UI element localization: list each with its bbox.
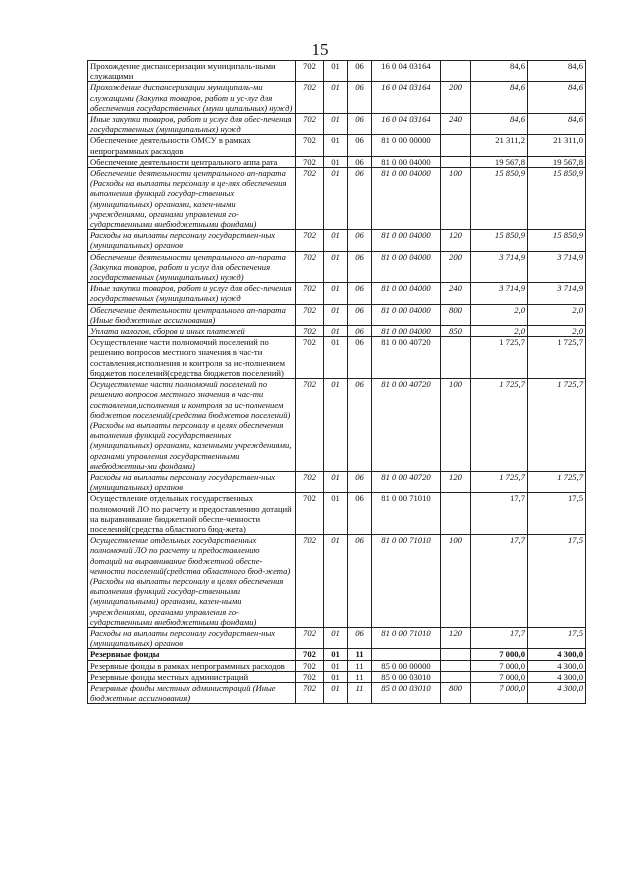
expense-type-code	[441, 660, 471, 671]
target-article-code: 81 0 00 04000	[372, 326, 441, 337]
expense-type-code: 800	[441, 304, 471, 325]
subsection-code: 06	[348, 535, 372, 628]
row-name: Обеспечение деятельности ОМСУ в рамках непрограммных расходов	[88, 135, 296, 156]
ministry-code: 702	[296, 493, 324, 535]
amount-plan: 3 714,9	[471, 283, 528, 304]
page-number: 15	[311, 40, 329, 59]
expense-type-code: 200	[441, 82, 471, 114]
amount-actual: 17,5	[528, 493, 586, 535]
target-article-code: 81 0 00 04000	[372, 168, 441, 230]
row-name: Обеспечение деятельности центрального ап-парата (Закупка товаров, работ и услуг для обеспечения государственных (муниципальных) нужд)	[88, 251, 296, 283]
expense-type-code: 850	[441, 326, 471, 337]
amount-actual: 19 567,8	[528, 156, 586, 167]
amount-plan: 2,0	[471, 326, 528, 337]
row-name: Обеспечение деятельности центрального ап-парата (Иные бюджетные ассигнования)	[88, 304, 296, 325]
target-article-code: 81 0 00 04000	[372, 230, 441, 251]
subsection-code: 06	[348, 283, 372, 304]
amount-plan: 17,7	[471, 627, 528, 648]
table-row	[88, 337, 586, 379]
section-code: 01	[324, 114, 348, 135]
section-code: 01	[324, 660, 348, 671]
target-article-code: 85 0 00 03010	[372, 671, 441, 682]
amount-plan: 84,6	[471, 61, 528, 82]
amount-actual: 84,6	[528, 82, 586, 114]
ministry-code: 702	[296, 471, 324, 492]
ministry-code: 702	[296, 135, 324, 156]
subsection-code: 06	[348, 627, 372, 648]
section-code: 01	[324, 61, 348, 82]
budget-table	[87, 60, 586, 704]
subsection-code: 06	[348, 471, 372, 492]
ministry-code: 702	[296, 649, 324, 660]
table-row	[88, 471, 586, 492]
section-code: 01	[324, 82, 348, 114]
subsection-code: 06	[348, 326, 372, 337]
expense-type-code: 200	[441, 251, 471, 283]
target-article-code: 85 0 00 03010	[372, 682, 441, 703]
row-name: Прохождение диспансеризации муниципаль-ми служащими (Закупка товаров, работ и ус-луг для обеспечения государственных (муни ципальных) нужд)	[88, 82, 296, 114]
ministry-code: 702	[296, 535, 324, 628]
expense-type-code	[441, 156, 471, 167]
amount-plan: 21 311,2	[471, 135, 528, 156]
amount-actual: 84,6	[528, 114, 586, 135]
subsection-code: 06	[348, 251, 372, 283]
row-name: Осуществление части полномочий поселений по решению вопросов местного значения в час-ти составления,исполнения и контроля за ис-полнением бюджетов поселений(средства бюджетов поселений) (Расходы на выплаты персоналу в целях обеспечения выполнения функций государственных (муниципальных) органами, казенными учреждениями, органами управления государственными внебюджетны-ми фондами)	[88, 379, 296, 472]
target-article-code: 81 0 00 04000	[372, 283, 441, 304]
section-code: 01	[324, 135, 348, 156]
row-name: Прохождение диспансеризации муниципаль-ными служащими	[88, 61, 296, 82]
row-name: Осуществление отдельных государственных полномочий ЛО по расчету и предоставлению дотаций на выравнивание бюджетной обеспе-ченности поселений(средства областного бюд-жета) (Расходы на выплаты персоналу в целях обеспечения выполнения функций государ-ственными (муниципальными) органами, казен-ными учреждениями, органами управления го-сударственными внебюджетными фондами)	[88, 535, 296, 628]
table-row	[88, 649, 586, 660]
ministry-code: 702	[296, 671, 324, 682]
table-row	[88, 379, 586, 472]
row-name: Расходы на выплаты персоналу государствен-ных (муниципальных) органов	[88, 471, 296, 492]
subsection-code: 11	[348, 660, 372, 671]
table-row	[88, 304, 586, 325]
subsection-code: 11	[348, 649, 372, 660]
target-article-code: 16 0 04 03164	[372, 61, 441, 82]
section-code: 01	[324, 379, 348, 472]
section-code: 01	[324, 649, 348, 660]
budget-table-body	[88, 61, 586, 704]
expense-type-code: 240	[441, 283, 471, 304]
amount-plan: 7 000,0	[471, 649, 528, 660]
expense-type-code: 800	[441, 682, 471, 703]
ministry-code: 702	[296, 114, 324, 135]
subsection-code: 06	[348, 168, 372, 230]
amount-plan: 7 000,0	[471, 671, 528, 682]
section-code: 01	[324, 156, 348, 167]
row-name: Резервные фонды местных администраций (Иные бюджетные ассигнования)	[88, 682, 296, 703]
target-article-code: 81 0 00 04000	[372, 304, 441, 325]
expense-type-code: 100	[441, 379, 471, 472]
section-code: 01	[324, 251, 348, 283]
target-article-code: 81 0 00 71010	[372, 535, 441, 628]
expense-type-code: 120	[441, 627, 471, 648]
row-name: Обеспечение деятельности центрального аппа рата	[88, 156, 296, 167]
table-row	[88, 326, 586, 337]
target-article-code: 81 0 00 00000	[372, 135, 441, 156]
amount-actual: 4 300,0	[528, 660, 586, 671]
table-row	[88, 682, 586, 703]
ministry-code: 702	[296, 379, 324, 472]
table-row	[88, 493, 586, 535]
row-name: Уплата налогов, сборов и иных платежей	[88, 326, 296, 337]
ministry-code: 702	[296, 283, 324, 304]
target-article-code	[372, 649, 441, 660]
amount-plan: 1 725,7	[471, 379, 528, 472]
amount-plan: 84,6	[471, 82, 528, 114]
amount-actual: 21 311,0	[528, 135, 586, 156]
amount-actual: 15 850,9	[528, 230, 586, 251]
table-row	[88, 230, 586, 251]
row-name: Иные закупки товаров, работ и услуг для обес-печения государственных (муниципальных) нужд	[88, 283, 296, 304]
ministry-code: 702	[296, 682, 324, 703]
section-code: 01	[324, 627, 348, 648]
section-code: 01	[324, 535, 348, 628]
target-article-code: 81 0 00 40720	[372, 379, 441, 472]
ministry-code: 702	[296, 251, 324, 283]
amount-plan: 7 000,0	[471, 660, 528, 671]
subsection-code: 11	[348, 682, 372, 703]
section-code: 01	[324, 230, 348, 251]
amount-actual: 2,0	[528, 326, 586, 337]
ministry-code: 702	[296, 627, 324, 648]
expense-type-code: 240	[441, 114, 471, 135]
table-row	[88, 114, 586, 135]
row-name: Иные закупки товаров, работ и услуг для обес-печения государственных (муниципальных) нужд	[88, 114, 296, 135]
target-article-code: 16 0 04 03164	[372, 82, 441, 114]
amount-actual: 1 725,7	[528, 471, 586, 492]
amount-actual: 4 300,0	[528, 682, 586, 703]
amount-plan: 2,0	[471, 304, 528, 325]
row-name: Резервные фонды местных администраций	[88, 671, 296, 682]
expense-type-code: 120	[441, 230, 471, 251]
amount-actual: 84,6	[528, 61, 586, 82]
amount-plan: 1 725,7	[471, 471, 528, 492]
expense-type-code	[441, 337, 471, 379]
row-name: Расходы на выплаты персоналу государствен-ных (муниципальных) органов	[88, 230, 296, 251]
amount-plan: 7 000,0	[471, 682, 528, 703]
amount-actual: 3 714,9	[528, 251, 586, 283]
target-article-code: 81 0 00 71010	[372, 627, 441, 648]
ministry-code: 702	[296, 337, 324, 379]
expense-type-code	[441, 493, 471, 535]
amount-actual: 3 714,9	[528, 283, 586, 304]
amount-plan: 17,7	[471, 493, 528, 535]
section-code: 01	[324, 283, 348, 304]
table-row	[88, 627, 586, 648]
amount-plan: 15 850,9	[471, 168, 528, 230]
table-row	[88, 535, 586, 628]
table-row	[88, 251, 586, 283]
ministry-code: 702	[296, 61, 324, 82]
row-name: Осуществление части полномочий поселений по решению вопросов местного значения в час-ти составления,исполнения и контроля за ис-полнением бюджетов поселений(средства бюджетов поселений)	[88, 337, 296, 379]
subsection-code: 06	[348, 135, 372, 156]
amount-actual: 4 300,0	[528, 671, 586, 682]
amount-plan: 3 714,9	[471, 251, 528, 283]
expense-type-code	[441, 61, 471, 82]
row-name: Резервные фонды	[88, 649, 296, 660]
section-code: 01	[324, 682, 348, 703]
ministry-code: 702	[296, 156, 324, 167]
target-article-code: 81 0 00 71010	[372, 493, 441, 535]
target-article-code: 85 0 00 00000	[372, 660, 441, 671]
ministry-code: 702	[296, 230, 324, 251]
amount-plan: 15 850,9	[471, 230, 528, 251]
section-code: 01	[324, 337, 348, 379]
expense-type-code	[441, 649, 471, 660]
subsection-code: 06	[348, 156, 372, 167]
section-code: 01	[324, 471, 348, 492]
table-row	[88, 135, 586, 156]
amount-actual: 17,5	[528, 535, 586, 628]
table-row	[88, 61, 586, 82]
target-article-code: 16 0 04 03164	[372, 114, 441, 135]
amount-actual: 15 850,9	[528, 168, 586, 230]
target-article-code: 81 0 00 04000	[372, 251, 441, 283]
table-row	[88, 82, 586, 114]
target-article-code: 81 0 00 04000	[372, 156, 441, 167]
row-name: Обеспечение деятельности центрального ап-парата (Расходы на выплаты персоналу в це-лях обеспечения выполнения функций государ-ственных (муниципальных) органами, казен-ными учреждениями, органами управления го-сударственными внебюджетными фондами)	[88, 168, 296, 230]
subsection-code: 06	[348, 337, 372, 379]
table-row	[88, 168, 586, 230]
ministry-code: 702	[296, 660, 324, 671]
ministry-code: 702	[296, 326, 324, 337]
subsection-code: 06	[348, 82, 372, 114]
subsection-code: 06	[348, 379, 372, 472]
amount-plan: 17,7	[471, 535, 528, 628]
amount-actual: 2,0	[528, 304, 586, 325]
subsection-code: 06	[348, 61, 372, 82]
expense-type-code	[441, 671, 471, 682]
expense-type-code: 100	[441, 535, 471, 628]
expense-type-code	[441, 135, 471, 156]
amount-actual: 1 725,7	[528, 337, 586, 379]
subsection-code: 11	[348, 671, 372, 682]
ministry-code: 702	[296, 304, 324, 325]
amount-actual: 4 300,0	[528, 649, 586, 660]
table-row	[88, 283, 586, 304]
section-code: 01	[324, 671, 348, 682]
amount-plan: 19 567,8	[471, 156, 528, 167]
section-code: 01	[324, 304, 348, 325]
table-row	[88, 660, 586, 671]
amount-plan: 84,6	[471, 114, 528, 135]
subsection-code: 06	[348, 493, 372, 535]
table-row	[88, 156, 586, 167]
row-name: Расходы на выплаты персоналу государствен-ных (муниципальных) органов	[88, 627, 296, 648]
amount-actual: 1 725,7	[528, 379, 586, 472]
row-name: Осуществление отдельных государственных полномочий ЛО по расчету и предоставлению дотаций на выравнивание бюджетной обеспе-ченности поселений(средства областного бюд-жета)	[88, 493, 296, 535]
row-name: Резервные фонды в рамках непрограммных расходов	[88, 660, 296, 671]
section-code: 01	[324, 168, 348, 230]
ministry-code: 702	[296, 168, 324, 230]
expense-type-code: 120	[441, 471, 471, 492]
subsection-code: 06	[348, 114, 372, 135]
section-code: 01	[324, 493, 348, 535]
subsection-code: 06	[348, 230, 372, 251]
expense-type-code: 100	[441, 168, 471, 230]
target-article-code: 81 0 00 40720	[372, 471, 441, 492]
target-article-code: 81 0 00 40720	[372, 337, 441, 379]
subsection-code: 06	[348, 304, 372, 325]
ministry-code: 702	[296, 82, 324, 114]
table-row	[88, 671, 586, 682]
amount-actual: 17,5	[528, 627, 586, 648]
amount-plan: 1 725,7	[471, 337, 528, 379]
section-code: 01	[324, 326, 348, 337]
